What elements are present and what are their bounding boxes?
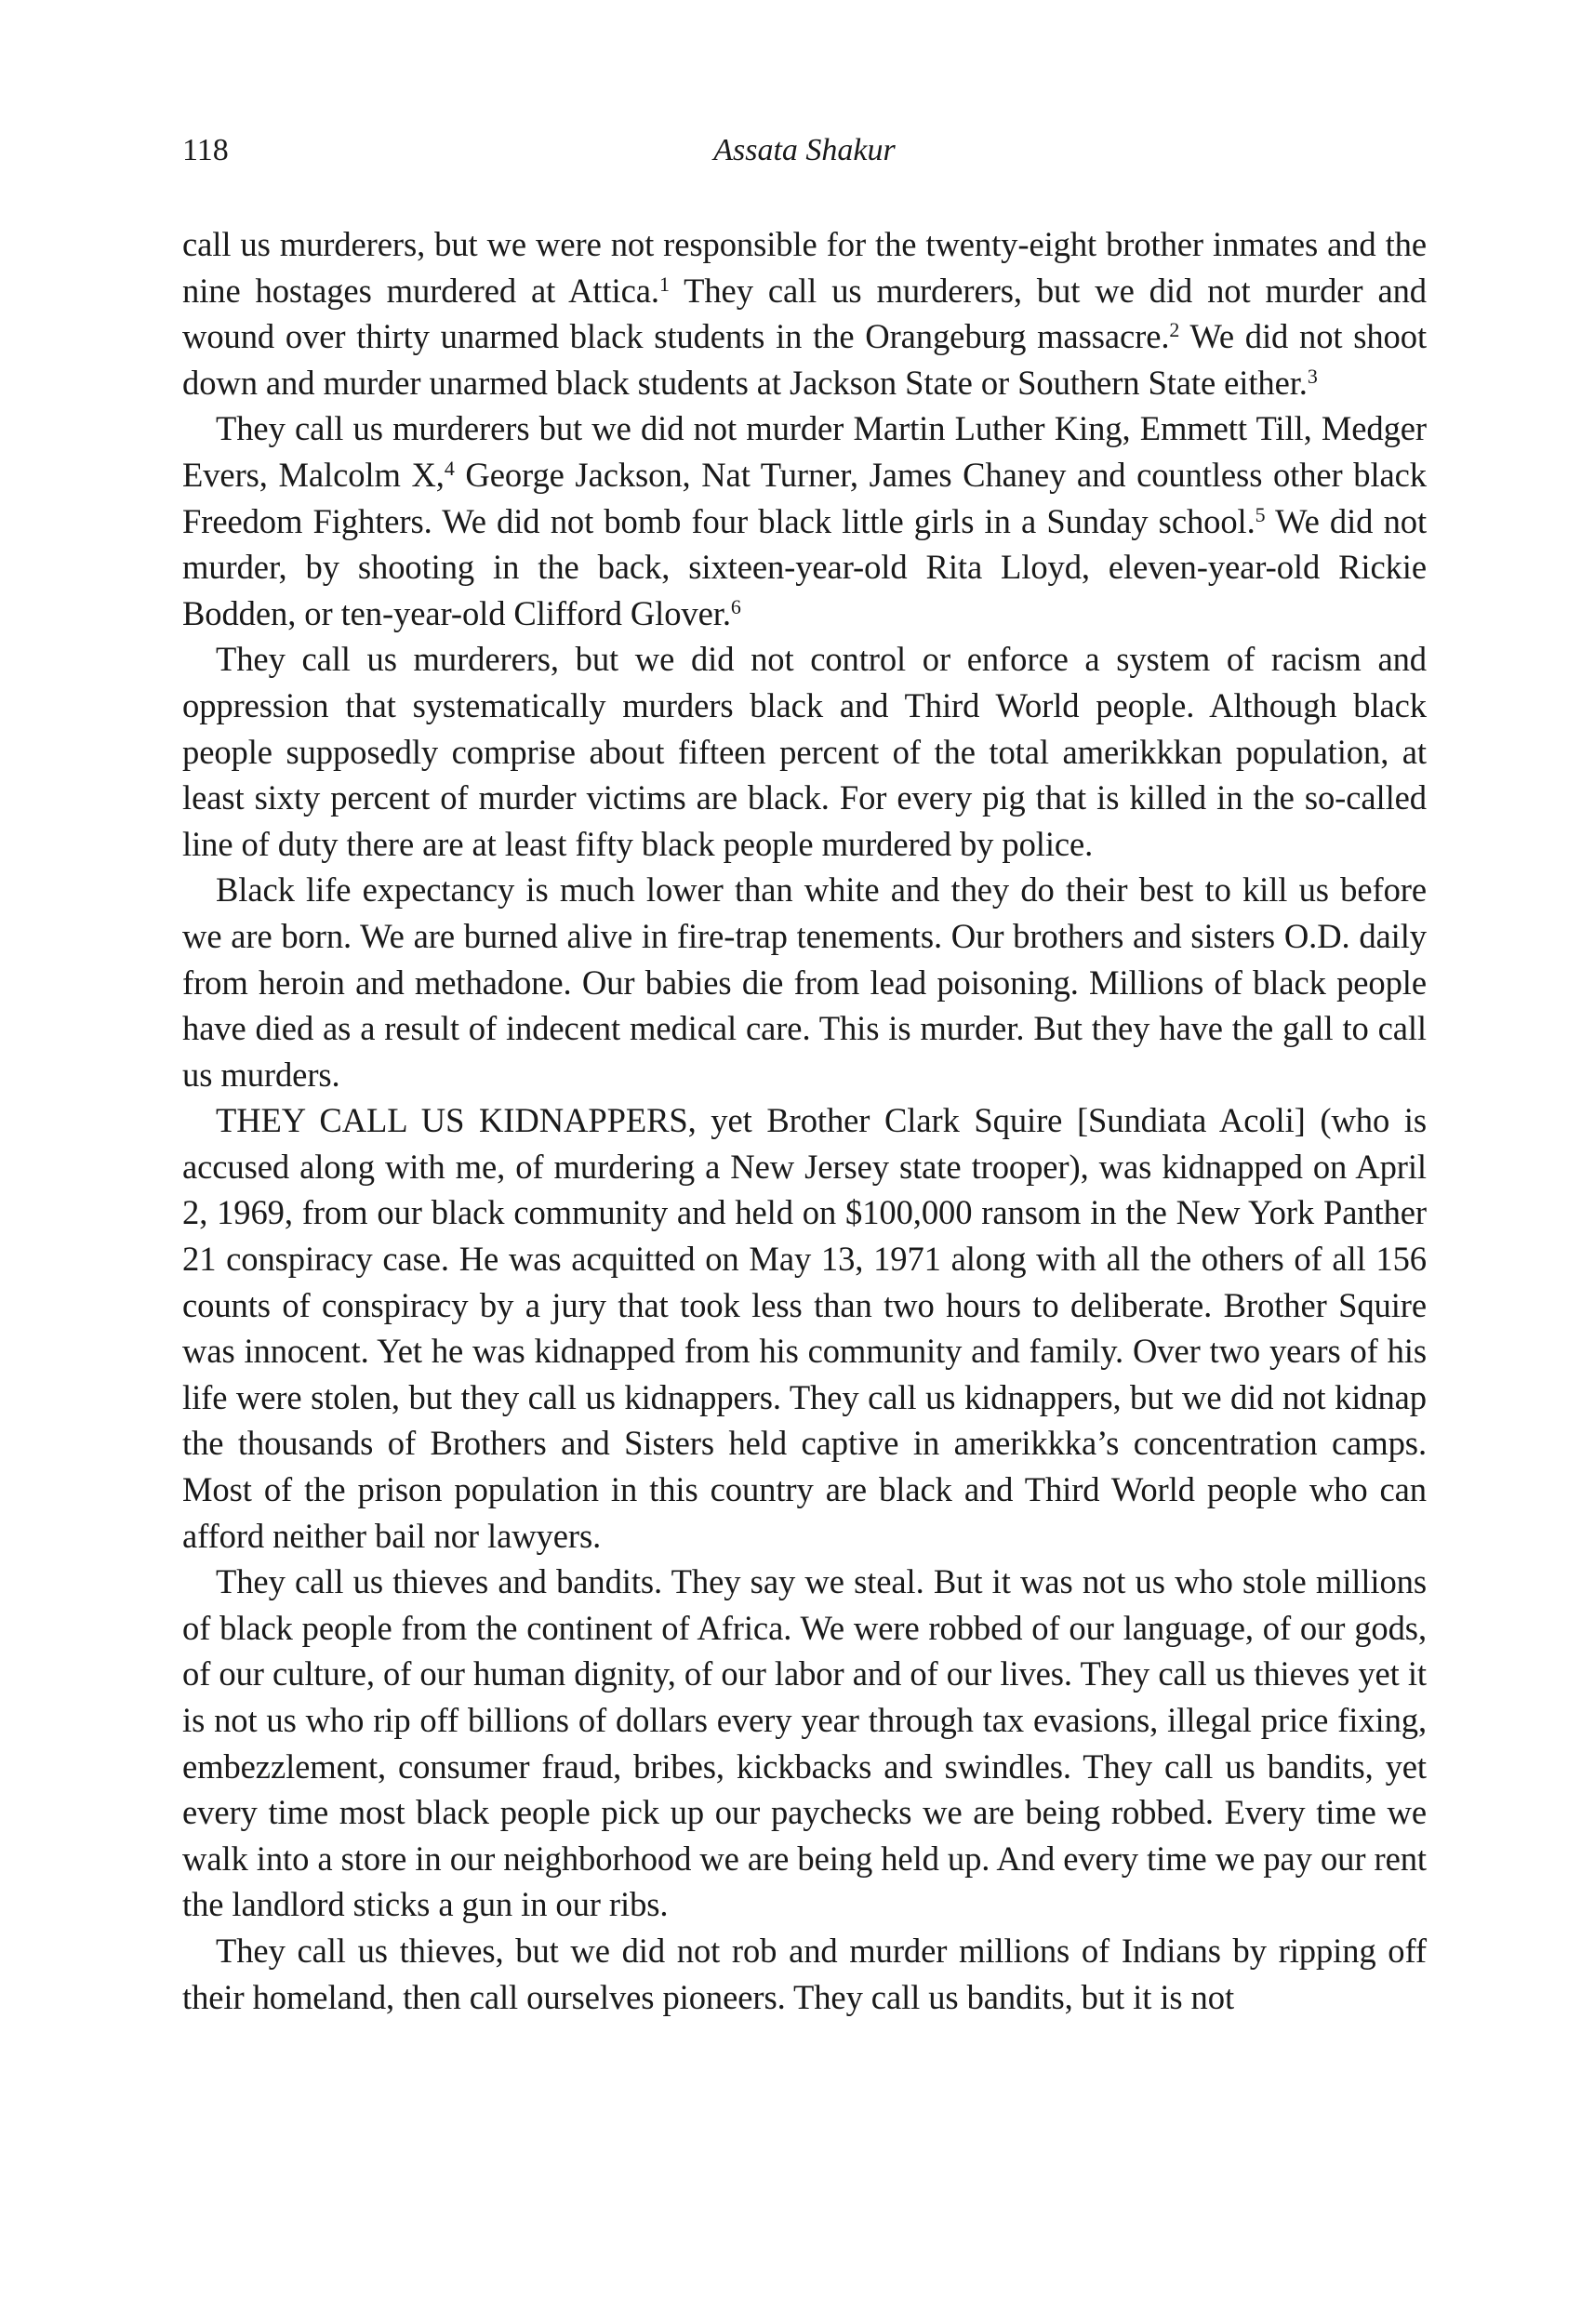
- paragraph: [182, 867, 1427, 1097]
- text-run: George Jackson, Nat Turner, James Chaney and countless other black Freedom Fighters. We did not bomb four black little girls in a Sunday school.: [182, 455, 1428, 540]
- body-text: [182, 221, 1427, 2020]
- paragraph: [182, 405, 1427, 636]
- footnote-ref: 4: [444, 456, 455, 480]
- footnote-ref: 2: [1169, 318, 1180, 342]
- footnote-ref: 3: [1307, 364, 1318, 388]
- footnote-ref: 1: [658, 272, 670, 296]
- text-run: call us murderers, but we were not responsible for the twenty-eight brother inmates and the nine hostages murdered at Attica.: [182, 225, 1427, 310]
- text-run: THEY CALL US KIDNAPPERS, yet Brother Clark Squire [Sundiata Acoli] (who is accused along with me, of murdering a New Jersey state trooper), was kidnapped on April 2, 1969, from our black community and held on $100,000 ransom in the New York Panther 21 conspiracy case. He was acquitted on May 13, 1971 along with all the others of all 156 counts of conspiracy by a jury that took less than two hours to deliberate. Brother Squire was innocent. Yet he was kidnapped from his community and family. Over two years of his life were stolen, but they call us kidnappers. They call us kidnappers, but we did not kidnap the thousands of Brothers and Sisters held captive in amerikkka’s concentration camps. Most of the prison population in this country are black and Third World people who can afford neither bail nor lawyers.: [182, 1101, 1427, 1555]
- paragraph: [182, 1559, 1427, 1928]
- paragraph: [182, 221, 1427, 405]
- running-title: Assata Shakur: [713, 133, 896, 167]
- text-run: They call us murderers, but we did not murder and wound over thirty unarmed black students in the Orangeburg massacre.: [182, 271, 1427, 356]
- text-run: Black life expectancy is much lower than white and they do their best to kill us before we are born. We are burned alive in fire-trap tenements. Our brothers and sisters O.D. daily from heroin and methadone. Our babies die from lead poisoning. Millions of black people have died as a result of indecent medical care. This is murder. But they have the gall to call us murders.: [182, 870, 1427, 1094]
- footnote-ref: 6: [730, 594, 741, 618]
- text-run: We did not murder, by shooting in the back, sixteen-year-old Rita Lloyd, eleven-year-old Rickie Bodden, or ten-year-old Clifford Glover.: [182, 501, 1428, 632]
- text-run: They call us thieves, but we did not rob and murder millions of Indians by ripping off their homeland, then call ourselves pioneers. They call us bandits, but it is not: [182, 1931, 1427, 2016]
- footnote-ref: 5: [1255, 502, 1266, 526]
- text-run: We did not shoot down and murder unarmed black students at Jackson State or Southern State either.: [182, 317, 1428, 402]
- paragraph: [182, 1928, 1427, 2020]
- page-number: 118: [182, 133, 229, 167]
- text-run: They call us murderers, but we did not control or enforce a system of racism and oppression that systematically murders black and Third World people. Although black people supposedly comprise about fifteen percent of the total amerikkkan population, at least sixty percent of murder victims are black. For every pig that is killed in the so-called line of duty there are at least fifty black people murdered by police.: [182, 640, 1427, 863]
- paragraph: [182, 636, 1427, 867]
- paragraph: [182, 1097, 1427, 1559]
- text-run: They call us murderers but we did not murder Martin Luther King, Emmett Till, Medger Evers, Malcolm X,: [182, 409, 1427, 494]
- text-run: They call us thieves and bandits. They say we steal. But it was not us who stole millions of black people from the continent of Africa. We were robbed of our language, of our gods, of our culture, of our human dignity, of our labor and of our lives. They call us thieves yet it is not us who rip off billions of dollars every year through tax evasions, illegal price fixing, embezzlement, consumer fraud, bribes, kickbacks and swindles. They call us bandits, yet every time most black people pick up our paychecks we are being robbed. Every time we walk into a store in our neighborhood we are being held up. And every time we pay our rent the landlord sticks a gun in our ribs.: [182, 1562, 1427, 1924]
- running-header: [182, 130, 1427, 177]
